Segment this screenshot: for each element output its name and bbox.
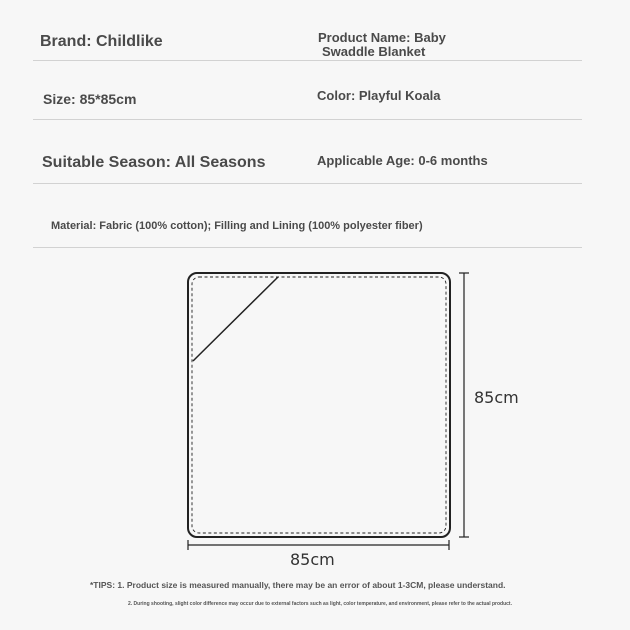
size-text: Size: 85*85cm — [43, 91, 137, 107]
brand-text: Brand: Childlike — [40, 33, 163, 50]
hood-corner-line — [193, 277, 278, 361]
product-name-line2: Swaddle Blanket — [322, 44, 426, 59]
blanket-outline — [188, 273, 450, 537]
height-dimension-label: 85cm — [474, 388, 519, 407]
tip-color-difference: 2. During shooting, slight color difference may occur due to external factors such as light, color temperature, and environment, please refer to the actual product. — [128, 601, 512, 607]
product-name-line1: Product Name: Baby — [318, 30, 446, 45]
width-dimension-label: 85cm — [290, 550, 335, 569]
color-text: Color: Playful Koala — [317, 88, 441, 103]
blanket-stitching — [192, 277, 446, 533]
season-text: Suitable Season: All Seasons — [42, 154, 266, 171]
tip-measurement: *TIPS: 1. Product size is measured manually, there may be an error of about 1-3CM, please understand. — [90, 580, 506, 590]
material-text: Material: Fabric (100% cotton); Filling and Lining (100% polyester fiber) — [51, 220, 423, 232]
age-text: Applicable Age: 0-6 months — [317, 153, 488, 168]
